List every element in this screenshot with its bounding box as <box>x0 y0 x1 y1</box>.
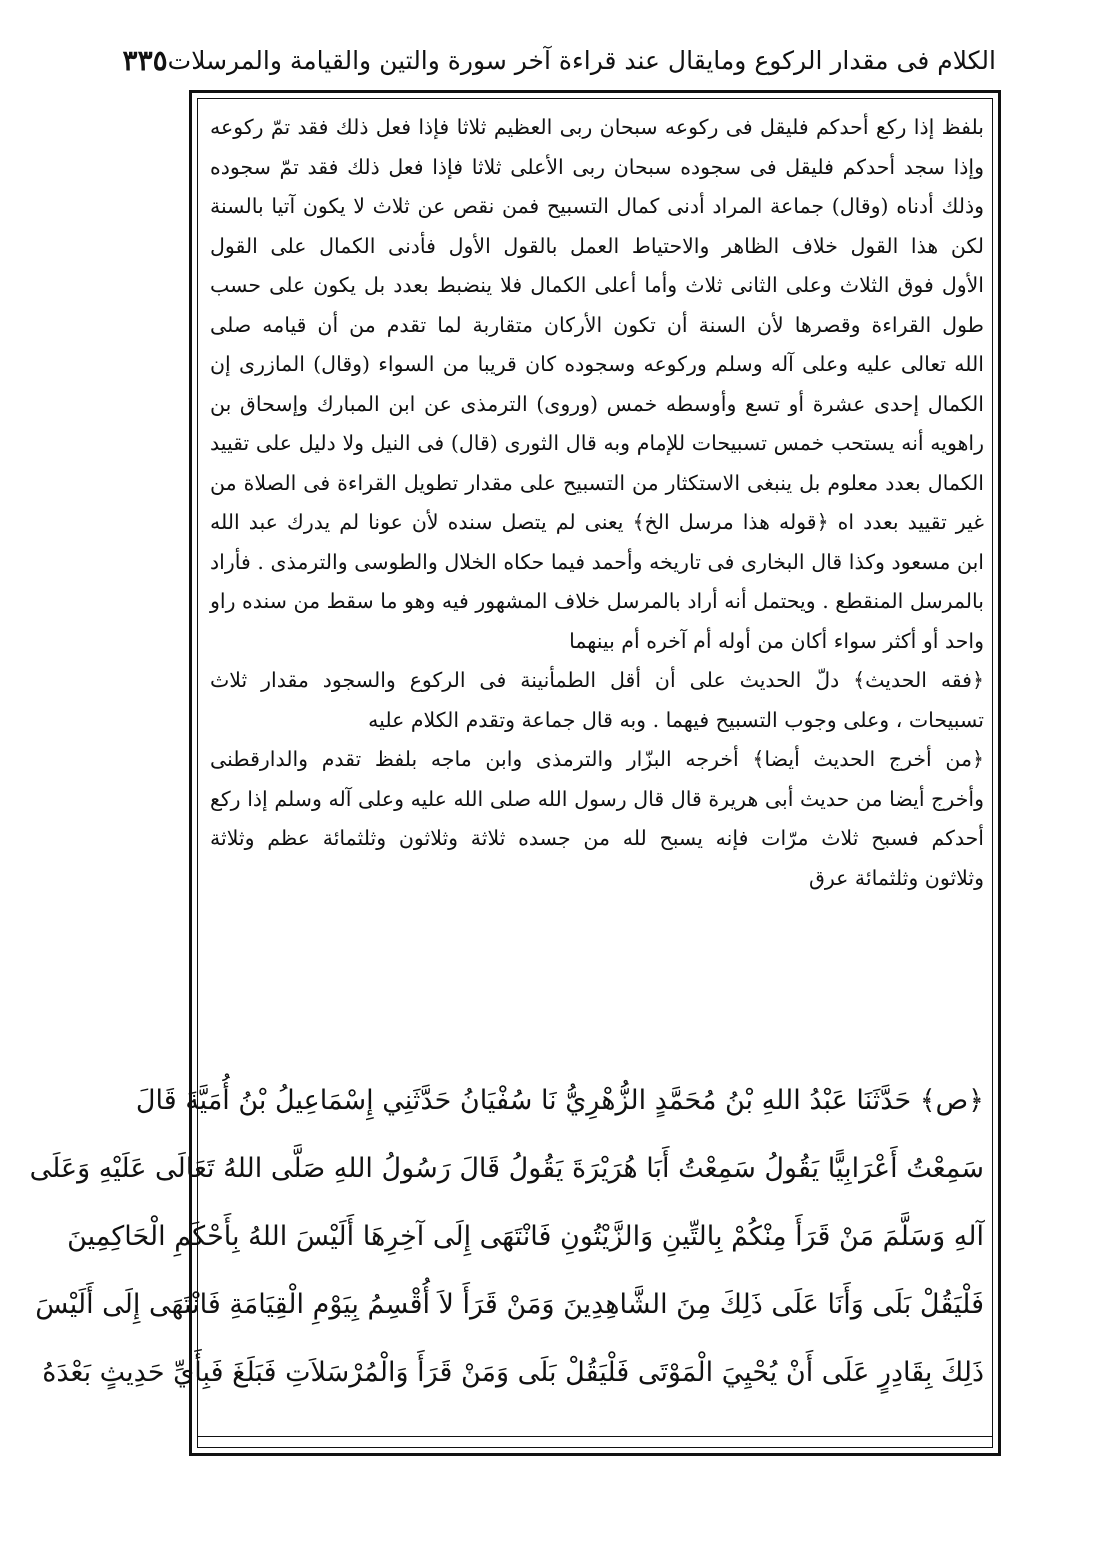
commentary-line: تسبيحات ، وعلى وجوب التسبيح فيهما . وبه قال جماعة وتقدم الكلام عليه <box>368 707 984 732</box>
commentary-line: الأول فوق الثلاث وعلى الثانى ثلاث وأما أعلى الكمال فلا ينضبط بعدد بل يكون على حسب <box>210 273 984 297</box>
hadith-line: سَمِعْتُ أَعْرَابِيًّا يَقُولُ سَمِعْتُ أَبَا هُرَيْرَةَ يَقُولُ قَالَ رَسُولُ اللهِ صَلَّى اللهُ تَعَالَى عَلَيْهِ وَعَلَى <box>29 1153 984 1184</box>
commentary-line: لكن هذا القول خلاف الظاهر والاحتياط العمل بالقول الأول فأدنى الكمال على القول <box>210 233 984 258</box>
hadith-line: ذَلِكَ بِقَادِرٍ عَلَى أَنْ يُحْيِيَ الْمَوْتَى فَلْيَقُلْ بَلَى وَمَنْ قَرَأَ وَالْمُرْسَلاَتِ فَبَلَغَ فَبِأَيِّ حَدِيثٍ بَعْدَهُ <box>42 1357 984 1388</box>
hadith-line: ﴿ص﴾ حَدَّثَنَا عَبْدُ اللهِ بْنُ مُحَمَّدٍ الزُّهْرِيُّ نَا سُفْيَانُ حَدَّثَنِي إِسْمَاعِيلُ بْنُ أُمَيَّةَ قَالَ <box>135 1085 984 1116</box>
commentary-line: ﴿فقه الحديث﴾ دلّ الحديث على أن أقل الطمأنينة فى الركوع والسجود مقدار ثلاث <box>210 668 984 692</box>
commentary-line: راهويه أنه يستحب خمس تسبيحات للإمام وبه قال الثورى (قال) فى النيل ولا دليل على تقييد <box>210 431 984 455</box>
commentary-line: ﴿من أخرج الحديث أيضا﴾ أخرجه البزّار والترمذى وابن ماجه بلفظ تقدم والدارقطنى <box>210 747 984 771</box>
commentary-line: الكمال بعدد معلوم بل ينبغى الاستكثار من التسبيح على مقدار تطويل القراءة فى الصلاة من <box>210 470 984 495</box>
commentary-block <box>210 108 984 898</box>
hadith-line: فَلْيَقُلْ بَلَى وَأَنَا عَلَى ذَلِكَ مِنَ الشَّاهِدِينَ وَمَنْ قَرَأَ لاَ أُقْسِمُ بِيَوْمِ الْقِيَامَةِ فَانْتَهَى إِلَى أَلَيْسَ <box>35 1289 984 1320</box>
commentary-line: واحد أو أكثر سواء أكان من أوله أم آخره أم بينهما <box>569 628 984 653</box>
commentary-line: وثلاثون وثلثمائة عرق <box>808 865 984 890</box>
commentary-line: بلفظ إذا ركع أحدكم فليقل فى ركوعه سبحان ربى العظيم ثلاثا فإذا فعل ذلك فقد تمّ ركوعه <box>210 115 984 139</box>
page-number: ٣٣٥ <box>122 43 168 77</box>
running-head <box>122 36 996 84</box>
commentary-line: وإذا سجد أحدكم فليقل فى سجوده سبحان ربى الأعلى ثلاثا فإذا فعل ذلك فقد تمّ سجوده <box>210 154 984 179</box>
commentary-line: ابن مسعود وكذا قال البخارى فى تاريخه وأحمد فيما حكاه الخلال والطوسى والترمذى . فأراد <box>210 549 984 574</box>
commentary-line: وذلك أدناه (وقال) جماعة المراد أدنى كمال التسبيح فمن نقص عن ثلاث لا يكون آتيا بالسنة <box>210 194 984 218</box>
commentary-line: الكمال إحدى عشرة أو تسع وأوسطه خمس (وروى) الترمذى عن ابن المبارك وإسحاق بن <box>210 391 984 416</box>
hadith-line: آلهِ وَسَلَّمَ مَنْ قَرَأَ مِنْكُمْ بِالتِّينِ وَالزَّيْتُونِ فَانْتَهَى إِلَى آخِرِهَا أَلَيْسَ اللهُ بِأَحْكَمِ الْحَاكِمِينَ <box>67 1221 984 1252</box>
running-title: الكلام فى مقدار الركوع ومايقال عند قراءة آخر سورة والتين والقيامة والمرسلات <box>167 45 996 75</box>
hadith-block <box>29 1067 984 1407</box>
frame-bottom-rule <box>197 1436 993 1437</box>
commentary-line: الله تعالى عليه وعلى آله وسلم وركوعه وسجوده كان قريبا من السواء (وقال) المازرى إن <box>210 352 984 376</box>
commentary-line: أحدكم فسبح ثلاث مرّات فإنه يسبح لله من جسده ثلاثة وثلاثون وثلثمائة عظم وثلاثة <box>210 826 984 850</box>
commentary-line: غير تقييد بعدد اه ﴿قوله هذا مرسل الخ﴾ يعنى لم يتصل سنده لأن عونا لم يدرك عبد الله <box>210 510 985 534</box>
commentary-line: وأخرج أيضا من حديث أبى هريرة قال قال رسول الله صلى الله عليه وعلى آله وسلم إذا ركع <box>210 786 984 811</box>
commentary-line: بالمرسل المنقطع . ويحتمل أنه أراد بالمرسل خلاف المشهور فيه وهو ما سقط من سنده راو <box>210 589 984 613</box>
commentary-line: طول القراءة وقصرها لأن السنة أن تكون الأركان متقاربة لما تقدم من أن قيامه صلى <box>210 312 984 337</box>
